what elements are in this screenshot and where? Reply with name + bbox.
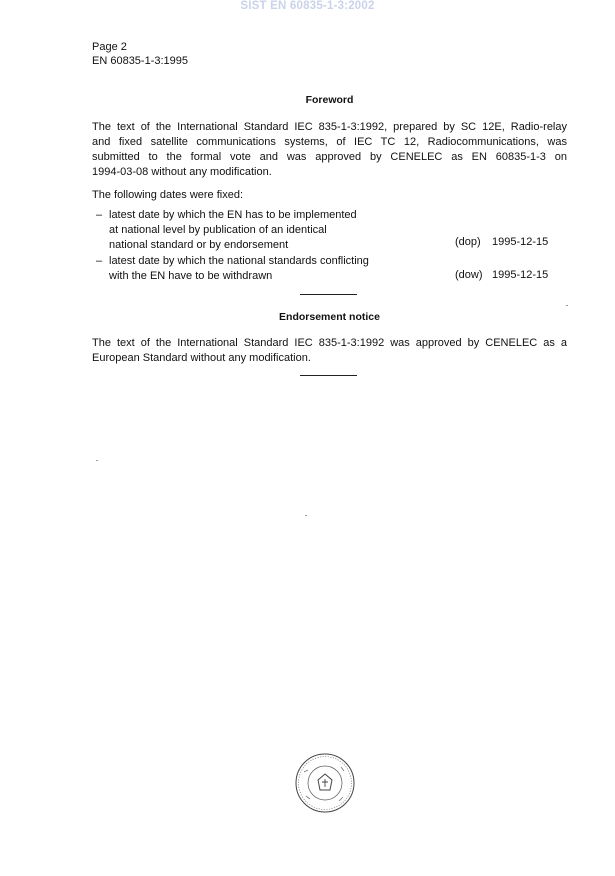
endorsement-line: The text of the International Standard IEC 835-1-3:1992 was approved by CENELEC as a — [92, 337, 567, 349]
date-value-dop: 1995-12-15 — [492, 236, 549, 248]
foreword-line: The text of the International Standard IEC 835-1-3:1992, prepared by SC 12E, Radio-relay — [92, 121, 567, 133]
endorsement-line: European Standard without any modification. — [92, 352, 311, 364]
date-item-line: at national level by publication of an identical — [109, 224, 327, 236]
page-number: Page 2 — [92, 41, 127, 53]
section-divider — [300, 294, 357, 295]
date-item-line: latest date by which the national standards conflicting — [109, 255, 369, 267]
section-divider — [300, 375, 357, 376]
watermark: SIST EN 60835-1-3:2002 — [240, 0, 375, 12]
date-code-dop: (dop) — [455, 236, 481, 248]
date-item-text — [109, 254, 369, 284]
foreword-paragraph — [92, 120, 567, 180]
dates-intro: The following dates were fixed: — [92, 189, 244, 201]
foreword-line: and fixed satellite communications systems, of IEC TC 12, Radiocommunications, was — [92, 136, 567, 148]
list-dash: – — [96, 209, 103, 221]
foreword-title: Foreword — [305, 94, 354, 106]
list-dash: – — [96, 255, 103, 267]
endorsement-title: Endorsement notice — [279, 311, 380, 323]
date-item-line: latest date by which the EN has to be implemented — [109, 209, 357, 221]
scan-speck — [96, 460, 98, 461]
date-value-dow: 1995-12-15 — [492, 269, 549, 281]
date-item-line: with the EN have to be withdrawn — [109, 270, 273, 282]
page-header — [92, 40, 188, 68]
document-number: EN 60835-1-3:1995 — [92, 55, 189, 67]
scan-speck — [305, 515, 307, 516]
date-item-line: national standard or by endorsement — [109, 239, 289, 251]
official-seal-stamp — [294, 752, 356, 814]
scan-speck — [566, 305, 568, 306]
foreword-line: submitted to the formal vote and was approved by CENELEC as EN 60835-1-3 on — [92, 151, 567, 163]
foreword-line: 1994-03-08 without any modification. — [92, 166, 272, 178]
date-item-text — [109, 208, 357, 253]
date-code-dow: (dow) — [455, 269, 483, 281]
endorsement-paragraph — [92, 336, 567, 366]
